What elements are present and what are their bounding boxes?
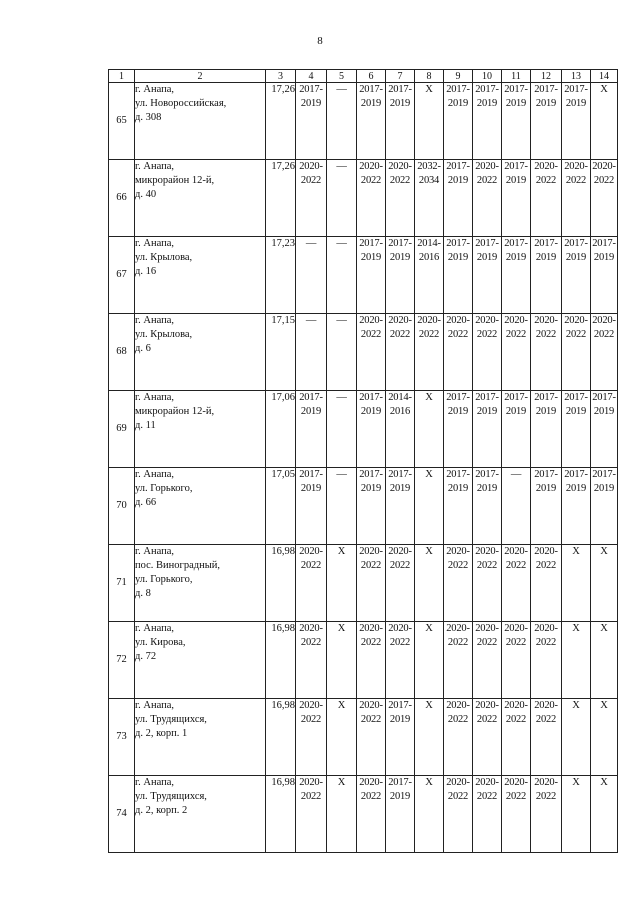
col-header: 8 bbox=[415, 70, 444, 83]
address-line: микрорайон 12-й, bbox=[135, 406, 215, 417]
period-cell: — bbox=[327, 160, 357, 237]
table-row bbox=[109, 237, 618, 314]
address-line: ул. Горького, bbox=[135, 483, 193, 494]
period-cell: 2020- 2022 bbox=[473, 776, 502, 853]
period-cell: 2020- 2022 bbox=[386, 545, 415, 622]
period-cell: X bbox=[415, 391, 444, 468]
col-header: 4 bbox=[296, 70, 327, 83]
period-cell: 2017- 2019 bbox=[357, 83, 386, 160]
address-line: д. 66 bbox=[135, 497, 157, 508]
period-cell: 2020- 2022 bbox=[502, 545, 531, 622]
row-number: 66 bbox=[109, 160, 135, 237]
period-cell: 2017- 2019 bbox=[562, 468, 591, 545]
period-cell: — bbox=[502, 468, 531, 545]
period-cell: 2020- 2022 bbox=[444, 776, 473, 853]
period-cell: X bbox=[415, 83, 444, 160]
area-cell: 16,98 bbox=[266, 545, 296, 622]
period-cell: X bbox=[591, 545, 618, 622]
period-cell: 2020- 2022 bbox=[444, 314, 473, 391]
address-line: ул. Горького, bbox=[135, 574, 193, 585]
period-cell: — bbox=[296, 237, 327, 314]
period-cell: 2020- 2022 bbox=[386, 314, 415, 391]
table-row bbox=[109, 699, 618, 776]
period-cell: 2020- 2022 bbox=[296, 160, 327, 237]
address-line: д. 11 bbox=[135, 420, 156, 431]
address-cell bbox=[135, 622, 266, 699]
address-cell bbox=[135, 468, 266, 545]
area-cell: 17,05 bbox=[266, 468, 296, 545]
address-cell bbox=[135, 314, 266, 391]
period-cell: 2017- 2019 bbox=[296, 391, 327, 468]
period-cell: 2020- 2022 bbox=[473, 160, 502, 237]
address-cell bbox=[135, 776, 266, 853]
period-cell: 2017- 2019 bbox=[591, 237, 618, 314]
address-line: пос. Виноградный, bbox=[135, 560, 221, 571]
period-cell: 2017- 2019 bbox=[531, 237, 562, 314]
period-cell: 2020- 2022 bbox=[502, 776, 531, 853]
address-cell bbox=[135, 237, 266, 314]
table-row bbox=[109, 545, 618, 622]
period-cell: — bbox=[327, 391, 357, 468]
period-cell: 2017- 2019 bbox=[357, 391, 386, 468]
address-cell bbox=[135, 83, 266, 160]
col-header: 12 bbox=[531, 70, 562, 83]
period-cell: X bbox=[415, 545, 444, 622]
row-number: 68 bbox=[109, 314, 135, 391]
table-row bbox=[109, 83, 618, 160]
row-number: 72 bbox=[109, 622, 135, 699]
period-cell: 2020- 2022 bbox=[531, 545, 562, 622]
area-cell: 17,15 bbox=[266, 314, 296, 391]
register-table bbox=[108, 69, 618, 853]
period-cell: X bbox=[591, 83, 618, 160]
period-cell: — bbox=[327, 83, 357, 160]
col-header: 7 bbox=[386, 70, 415, 83]
period-cell: 2020- 2022 bbox=[473, 314, 502, 391]
period-cell: 2020- 2022 bbox=[562, 314, 591, 391]
period-cell: 2020- 2022 bbox=[296, 622, 327, 699]
period-cell: 2017- 2019 bbox=[444, 468, 473, 545]
period-cell: 2020- 2022 bbox=[473, 545, 502, 622]
period-cell: 2017- 2019 bbox=[591, 468, 618, 545]
area-cell: 17,06 bbox=[266, 391, 296, 468]
period-cell: 2020- 2022 bbox=[473, 699, 502, 776]
address-line: д. 72 bbox=[135, 651, 157, 662]
period-cell: 2017- 2019 bbox=[386, 776, 415, 853]
period-cell: 2017- 2019 bbox=[357, 468, 386, 545]
address-line: микрорайон 12-й, bbox=[135, 175, 215, 186]
period-cell: 2020- 2022 bbox=[591, 314, 618, 391]
period-cell: 2020- 2022 bbox=[296, 545, 327, 622]
col-header: 10 bbox=[473, 70, 502, 83]
period-cell: 2020- 2022 bbox=[531, 622, 562, 699]
period-cell: 2020- 2022 bbox=[473, 622, 502, 699]
period-cell: 2020- 2022 bbox=[357, 545, 386, 622]
period-cell: 2017- 2019 bbox=[502, 83, 531, 160]
address-line: д. 2, корп. 1 bbox=[135, 728, 188, 739]
period-cell: 2032- 2034 bbox=[415, 160, 444, 237]
col-header: 5 bbox=[327, 70, 357, 83]
area-cell: 17,26 bbox=[266, 160, 296, 237]
period-cell: — bbox=[327, 314, 357, 391]
address-line: г. Анапа, bbox=[135, 161, 175, 172]
period-cell: 2017- 2019 bbox=[502, 160, 531, 237]
period-cell: 2014- 2016 bbox=[415, 237, 444, 314]
address-line: г. Анапа, bbox=[135, 84, 175, 95]
address-cell bbox=[135, 391, 266, 468]
period-cell: 2020- 2022 bbox=[444, 545, 473, 622]
period-cell: 2017- 2019 bbox=[386, 468, 415, 545]
address-line: г. Анапа, bbox=[135, 546, 175, 557]
table-row bbox=[109, 622, 618, 699]
address-line: д. 6 bbox=[135, 343, 151, 354]
row-number: 65 bbox=[109, 83, 135, 160]
row-number: 73 bbox=[109, 699, 135, 776]
period-cell: 2020- 2022 bbox=[296, 699, 327, 776]
period-cell: 2020- 2022 bbox=[591, 160, 618, 237]
period-cell: X bbox=[415, 468, 444, 545]
period-cell: 2020- 2022 bbox=[531, 160, 562, 237]
period-cell: 2020- 2022 bbox=[502, 622, 531, 699]
period-cell: 2020- 2022 bbox=[444, 699, 473, 776]
address-line: г. Анапа, bbox=[135, 777, 175, 788]
period-cell: 2017- 2019 bbox=[386, 237, 415, 314]
period-cell: 2020- 2022 bbox=[562, 160, 591, 237]
period-cell: X bbox=[591, 622, 618, 699]
area-cell: 16,98 bbox=[266, 622, 296, 699]
period-cell: 2017- 2019 bbox=[473, 391, 502, 468]
address-line: д. 2, корп. 2 bbox=[135, 805, 188, 816]
period-cell: X bbox=[591, 776, 618, 853]
address-line: д. 308 bbox=[135, 112, 162, 123]
address-line: г. Анапа, bbox=[135, 469, 175, 480]
period-cell: 2017- 2019 bbox=[531, 468, 562, 545]
address-cell bbox=[135, 699, 266, 776]
address-line: ул. Трудящихся, bbox=[135, 714, 207, 725]
period-cell: X bbox=[415, 622, 444, 699]
period-cell: 2020- 2022 bbox=[502, 699, 531, 776]
period-cell: 2017- 2019 bbox=[444, 391, 473, 468]
address-line: г. Анапа, bbox=[135, 623, 175, 634]
period-cell: 2020- 2022 bbox=[502, 314, 531, 391]
period-cell: 2017- 2019 bbox=[444, 237, 473, 314]
period-cell: X bbox=[562, 776, 591, 853]
address-line: ул. Трудящихся, bbox=[135, 791, 207, 802]
period-cell: 2017- 2019 bbox=[444, 160, 473, 237]
row-number: 67 bbox=[109, 237, 135, 314]
col-header: 14 bbox=[591, 70, 618, 83]
period-cell: X bbox=[562, 622, 591, 699]
period-cell: 2020- 2022 bbox=[444, 622, 473, 699]
address-line: г. Анапа, bbox=[135, 700, 175, 711]
period-cell: 2017- 2019 bbox=[502, 237, 531, 314]
address-line: ул. Новороссийская, bbox=[135, 98, 227, 109]
period-cell: 2020- 2022 bbox=[357, 160, 386, 237]
period-cell: 2020- 2022 bbox=[296, 776, 327, 853]
period-cell: 2017- 2019 bbox=[473, 468, 502, 545]
row-number: 74 bbox=[109, 776, 135, 853]
address-line: д. 8 bbox=[135, 588, 151, 599]
period-cell: 2017- 2019 bbox=[386, 699, 415, 776]
row-number: 71 bbox=[109, 545, 135, 622]
period-cell: — bbox=[327, 237, 357, 314]
address-line: г. Анапа, bbox=[135, 315, 175, 326]
table-row bbox=[109, 391, 618, 468]
address-line: д. 16 bbox=[135, 266, 157, 277]
period-cell: 2017- 2019 bbox=[531, 391, 562, 468]
area-cell: 17,26 bbox=[266, 83, 296, 160]
area-cell: 17,23 bbox=[266, 237, 296, 314]
col-header: 11 bbox=[502, 70, 531, 83]
address-line: г. Анапа, bbox=[135, 238, 175, 249]
period-cell: X bbox=[327, 776, 357, 853]
address-line: ул. Кирова, bbox=[135, 637, 186, 648]
col-header: 13 bbox=[562, 70, 591, 83]
col-header: 1 bbox=[109, 70, 135, 83]
period-cell: 2017- 2019 bbox=[296, 468, 327, 545]
period-cell: 2017- 2019 bbox=[531, 83, 562, 160]
period-cell: 2020- 2022 bbox=[386, 622, 415, 699]
header-row bbox=[109, 70, 618, 83]
period-cell: X bbox=[562, 699, 591, 776]
page-number: 8 bbox=[317, 35, 323, 47]
address-line: ул. Крылова, bbox=[135, 252, 193, 263]
period-cell: 2017- 2019 bbox=[296, 83, 327, 160]
period-cell: X bbox=[327, 545, 357, 622]
row-number: 70 bbox=[109, 468, 135, 545]
address-line: д. 40 bbox=[135, 189, 157, 200]
address-line: ул. Крылова, bbox=[135, 329, 193, 340]
address-line: г. Анапа, bbox=[135, 392, 175, 403]
period-cell: 2020- 2022 bbox=[357, 699, 386, 776]
period-cell: — bbox=[296, 314, 327, 391]
table-row bbox=[109, 776, 618, 853]
col-header: 2 bbox=[135, 70, 266, 83]
period-cell: 2017- 2019 bbox=[562, 237, 591, 314]
period-cell: 2020- 2022 bbox=[357, 314, 386, 391]
address-cell bbox=[135, 160, 266, 237]
period-cell: X bbox=[327, 622, 357, 699]
col-header: 6 bbox=[357, 70, 386, 83]
period-cell: 2014- 2016 bbox=[386, 391, 415, 468]
period-cell: — bbox=[327, 468, 357, 545]
area-cell: 16,98 bbox=[266, 699, 296, 776]
period-cell: X bbox=[562, 545, 591, 622]
table-body bbox=[109, 83, 618, 853]
period-cell: 2017- 2019 bbox=[386, 83, 415, 160]
period-cell: 2020- 2022 bbox=[386, 160, 415, 237]
area-cell: 16,98 bbox=[266, 776, 296, 853]
period-cell: 2017- 2019 bbox=[562, 391, 591, 468]
period-cell: 2017- 2019 bbox=[473, 237, 502, 314]
period-cell: X bbox=[591, 699, 618, 776]
period-cell: X bbox=[415, 776, 444, 853]
period-cell: 2017- 2019 bbox=[502, 391, 531, 468]
col-header: 9 bbox=[444, 70, 473, 83]
table-row bbox=[109, 468, 618, 545]
period-cell: 2020- 2022 bbox=[357, 622, 386, 699]
period-cell: 2020- 2022 bbox=[357, 776, 386, 853]
period-cell: 2020- 2022 bbox=[531, 776, 562, 853]
address-cell bbox=[135, 545, 266, 622]
row-number: 69 bbox=[109, 391, 135, 468]
period-cell: 2017- 2019 bbox=[473, 83, 502, 160]
period-cell: 2017- 2019 bbox=[357, 237, 386, 314]
table-row bbox=[109, 160, 618, 237]
period-cell: 2020- 2022 bbox=[415, 314, 444, 391]
table-row bbox=[109, 314, 618, 391]
period-cell: 2017- 2019 bbox=[562, 83, 591, 160]
col-header: 3 bbox=[266, 70, 296, 83]
period-cell: 2017- 2019 bbox=[591, 391, 618, 468]
period-cell: X bbox=[327, 699, 357, 776]
period-cell: X bbox=[415, 699, 444, 776]
period-cell: 2020- 2022 bbox=[531, 314, 562, 391]
period-cell: 2017- 2019 bbox=[444, 83, 473, 160]
period-cell: 2020- 2022 bbox=[531, 699, 562, 776]
